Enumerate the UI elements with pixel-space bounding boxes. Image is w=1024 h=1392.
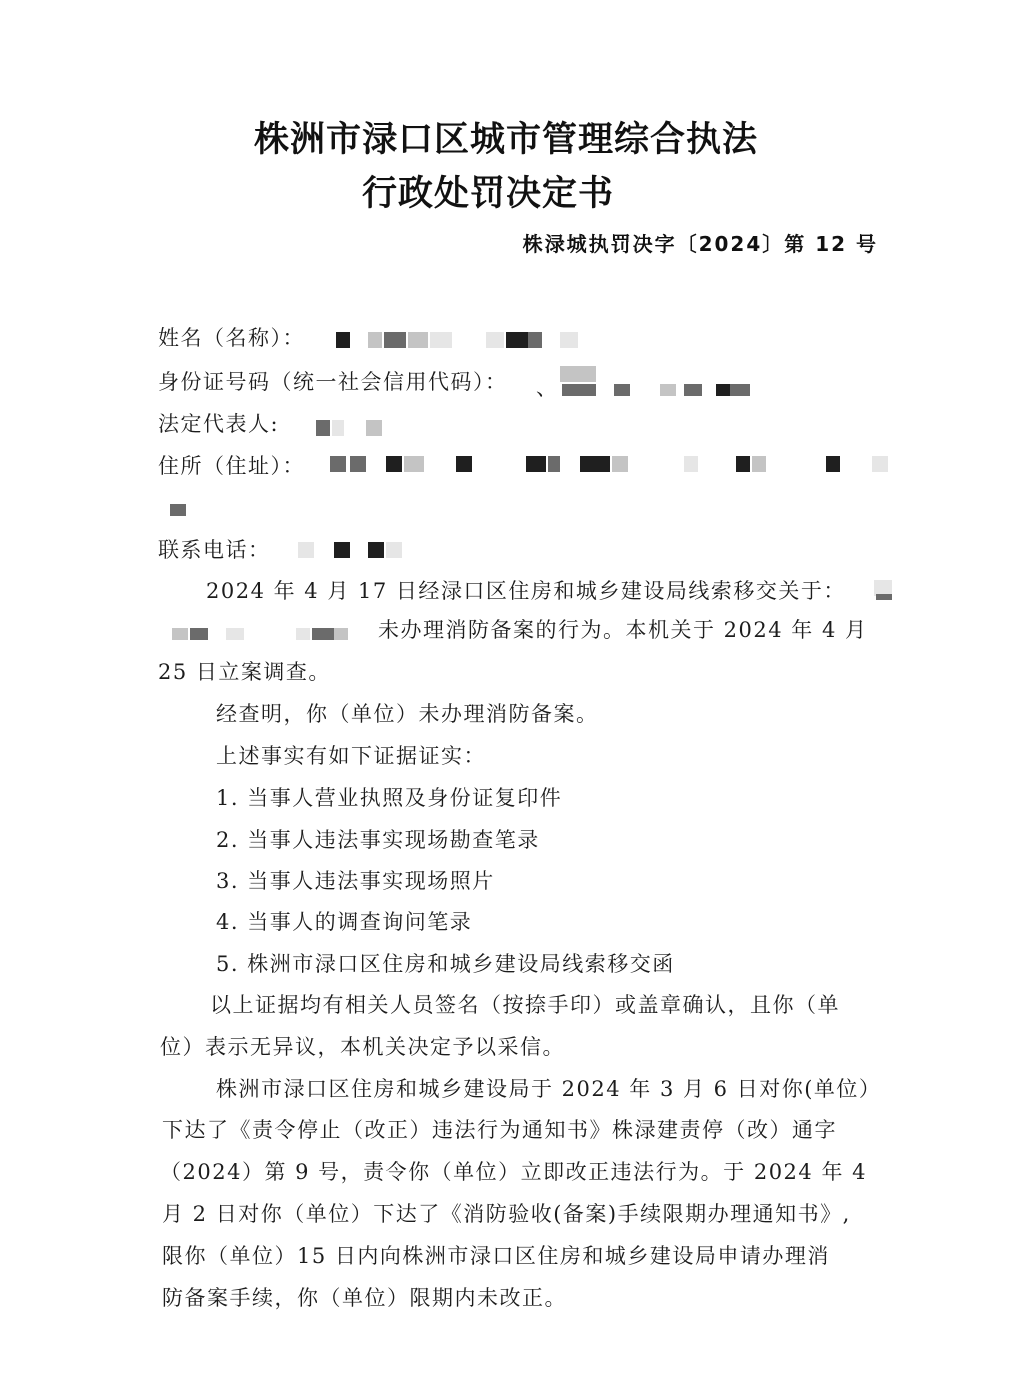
paragraph-5-line-3: （2024）第 9 号，责令你（单位）立即改正违法行为。于 2024 年 4 <box>160 1160 867 1184</box>
document-title-line2: 行政处罚决定书 <box>361 174 614 214</box>
phone-label: 联系电话： <box>158 538 271 562</box>
paragraph-4-line-2: 位）表示无异议，本机关决定予以采信。 <box>160 1035 565 1059</box>
paragraph-5-line-5: 限你（单位）15 日内向株洲市渌口区住房和城乡建设局申请办理消 <box>162 1244 830 1268</box>
evidence-item-2: 2. 当事人违法事实现场勘查笔录 <box>216 828 540 852</box>
paragraph-2: 经查明，你（单位）未办理消防备案。 <box>216 702 599 726</box>
paragraph-1-line-1: 2024 年 4 月 17 日经渌口区住房和城乡建设局线索移交关于： <box>206 579 846 603</box>
id-mark: 、 <box>536 376 559 400</box>
paragraph-5-line-1: 株洲市渌口区住房和城乡建设局于 2024 年 3 月 6 日对你(单位） <box>216 1077 882 1101</box>
paragraph-1-line-2: 未办理消防备案的行为。本机关于 2024 年 4 月 <box>378 618 868 642</box>
evidence-item-1: 1. 当事人营业执照及身份证复印件 <box>216 786 563 810</box>
evidence-item-3: 3. 当事人违法事实现场照片 <box>216 869 495 893</box>
paragraph-5-line-6: 防备案手续，你（单位）限期内未改正。 <box>162 1286 567 1310</box>
name-label: 姓名（名称）： <box>158 326 305 350</box>
paragraph-5-line-4: 月 2 日对你（单位）下达了《消防验收(备案)手续限期办理通知书》, <box>162 1202 851 1226</box>
paragraph-5-line-2: 下达了《责令停止（改正）违法行为通知书》株渌建责停（改）通字 <box>162 1118 837 1142</box>
address-label: 住所（住址）： <box>158 454 305 478</box>
paragraph-1-line-3: 25 日立案调查。 <box>158 660 331 684</box>
evidence-item-5: 5. 株洲市渌口区住房和城乡建设局线索移交函 <box>216 952 675 976</box>
document-number: 株渌城执罚决字〔2024〕第 12 号 <box>522 232 878 256</box>
evidence-item-4: 4. 当事人的调查询问笔录 <box>216 910 473 934</box>
paragraph-3: 上述事实有如下证据证实： <box>216 744 486 768</box>
paragraph-4-line-1: 以上证据均有相关人员签名（按捺手印）或盖章确认，且你（单 <box>210 993 840 1017</box>
document-title-line1: 株洲市渌口区城市管理综合执法 <box>253 120 758 160</box>
legal-rep-label: 法定代表人: <box>158 412 280 436</box>
id-label: 身份证号码（统一社会信用代码）： <box>158 370 508 394</box>
